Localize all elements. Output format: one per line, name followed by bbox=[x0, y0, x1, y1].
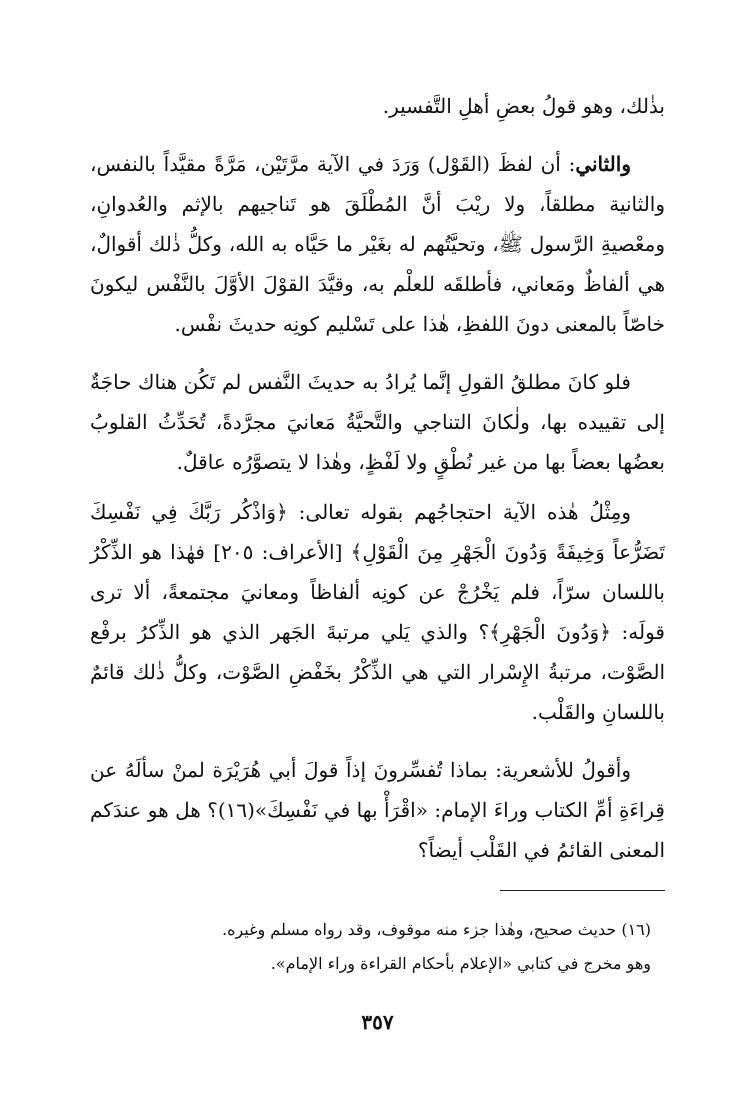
footnote-divider bbox=[500, 890, 665, 891]
opening-paragraph bbox=[90, 86, 665, 126]
absolute-speech-paragraph bbox=[90, 362, 665, 482]
second-argument-text bbox=[90, 144, 665, 344]
second-argument-body: : أن لفظَ (القَوْل) وَرَدَ في الآية مرَّتَيْن، مَرَّةً مقيَّداً بالنفس، والثانية مطلقاً، ولا ريْبَ أنَّ المُطْلَقَ هو تَناجيهم بالإثم والعُدوانِ، ومعْصيةِ الرَّسول ﷺ، وتحيَّتُهم له بغَيْر ما حَيَّاه به الله، وكلُّ ذٰلك أقوالٌ، هي ألفاظٌ ومَعاني، فأطلقَه للعلْم به، وقيَّدَ القوْلَ الأوَّلَ بالنَّفْس ليكونَ خاصّاً بالمعنى دونَ اللفظِ، هٰذا على تَسْليم كونِه حديثَ نفْس. bbox=[90, 152, 665, 336]
ashari-question-text: وأقولُ للأشعرية: بماذا تُفسِّرونَ إذاً قولَ أبي هُرَيْرَة لمنْ سألَهُ عن قِراءَةِ أمِّ الكتاب وراءَ الإمام: «اقْرَأْ بها في نَفْسِكَ»(١٦)؟ هل هو عندَكم المعنى القائمُ في القَلْب أيضاً؟ bbox=[90, 758, 665, 862]
footnote-line: وهو مخرج في كتابي «الإعلام بأحكام القراءة وراء الإمام». bbox=[270, 954, 651, 973]
footnote-line: (١٦) حديث صحيح، وهٰذا جزء منه موقوف، وقد رواه مسلم وغيره. bbox=[221, 920, 651, 939]
verse-argument-paragraph bbox=[90, 492, 665, 732]
page-number: ٣٥٧ bbox=[361, 1010, 394, 1034]
opening-line: بذٰلك، وهو قولُ بعضِ أهلِ التَّفسير. bbox=[382, 94, 665, 118]
absolute-speech-text: فلو كانَ مطلقُ القولِ إنَّما يُرادُ به حديثَ النَّفس لم تَكُن هناك حاجَةٌ إلى تقييده بها، ولٰكانَ التناجي والتَّحيَّةُ مَعانيَ مجرَّدةً، تُحَدِّثُ القلوبُ بعضُها بعضاً بها من غير نُطْقٍ ولا لَفْظٍ، وهٰذا لا يتصوَّرُه عاقلٌ. bbox=[90, 370, 665, 474]
paragraph-gap bbox=[90, 732, 665, 750]
second-argument-lead: والثاني bbox=[575, 152, 631, 176]
ashari-question-paragraph bbox=[90, 750, 665, 870]
second-argument-paragraph bbox=[90, 144, 665, 344]
verse-argument-text: ومِثْلُ هٰذه الآية احتجاجُهم بقوله تعالى: ﴿وَاذْكُر رَبَّكَ فِي نَفْسِكَ تَضَرُّعاً وَخِيفَةً وَدُونَ الْجَهْرِ مِنَ الْقَوْلِ﴾ [الأعراف: ٢٠٥] فهٰذا هو الذِّكْرُ باللسان سرّاً، فلم يَخْرُجْ عن كونِه ألفاظاً ومعانيَ مجتمعةً، ألا ترى قولَه: ﴿وَدُونَ الْجَهْرِ﴾؟ والذي يَلي مرتبةَ الجَهر الذي هو الذِّكرُ برفْع الصَّوْت، مرتبةُ الإِسْرار التي هي الذِّكْرُ بخَفْضِ الصَّوْت، وكلُّ ذٰلك قائمٌ باللسانِ والقَلْب. bbox=[90, 500, 665, 724]
paragraph-gap bbox=[90, 482, 665, 492]
footnotes bbox=[90, 913, 665, 981]
paragraph-gap bbox=[90, 126, 665, 144]
paragraph-gap bbox=[90, 344, 665, 362]
